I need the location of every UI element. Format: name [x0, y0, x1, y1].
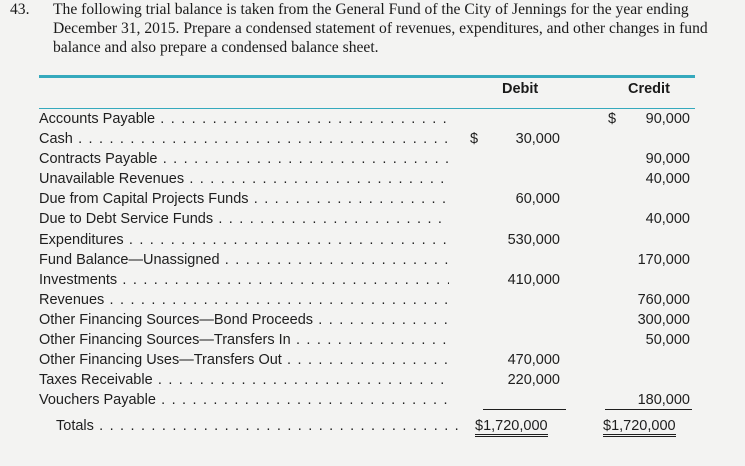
- debit-dollar-sign: $: [470, 131, 479, 148]
- table-row: [0, 149, 745, 169]
- credit-sum-line: [605, 409, 692, 410]
- account-label: Taxes Receivable . . .: [39, 370, 449, 390]
- account-label: Unavailable Revenues . . .: [39, 169, 449, 189]
- table-row: [0, 310, 745, 330]
- credit-cell: [600, 209, 690, 229]
- credit-amount: 180,000: [637, 392, 690, 409]
- debit-cell: [470, 270, 560, 290]
- table-row: [0, 109, 745, 129]
- debit-cell: [470, 330, 560, 350]
- credit-cell: [600, 129, 690, 149]
- credit-cell: [600, 330, 690, 350]
- credit-cell: [600, 169, 690, 189]
- problem-number: 43.: [10, 1, 30, 18]
- debit-cell: [470, 390, 560, 410]
- table-row: [0, 169, 745, 189]
- problem-text: The following trial balance is taken from the General Fund of the City of Jennings for the year ending December 31, 2015. Prepare a condensed statement of revenues, expenditures, and other changes in fund balance and also prepare a condensed balance sheet.: [53, 1, 708, 56]
- debit-amount: 410,000: [507, 271, 560, 288]
- table-row: [0, 189, 745, 209]
- account-label: Revenues . . .: [39, 290, 449, 310]
- table-row: [0, 350, 745, 370]
- credit-amount: 40,000: [645, 171, 690, 188]
- debit-cell: [470, 310, 560, 330]
- debit-cell: [470, 350, 560, 370]
- table-row: [0, 390, 745, 410]
- credit-cell: [600, 230, 690, 250]
- table-row: [0, 230, 745, 250]
- debit-cell: [470, 169, 560, 189]
- account-label: Accounts Payable . . .: [39, 109, 449, 129]
- debit-sum-line: [483, 409, 566, 410]
- credit-cell: [600, 390, 690, 410]
- credit-cell: [600, 290, 690, 310]
- account-label: Cash . . .: [39, 129, 449, 149]
- table-row: [0, 129, 745, 149]
- debit-cell: [470, 189, 560, 209]
- trial-balance-table: [0, 109, 745, 437]
- credit-dollar-sign: $: [608, 111, 617, 127]
- debit-cell: [470, 290, 560, 310]
- debit-amount: 470,000: [507, 352, 560, 369]
- debit-total-cell: [475, 416, 548, 436]
- table-row: [0, 209, 745, 229]
- credit-cell: [600, 250, 690, 270]
- credit-amount: 90,000: [645, 151, 690, 168]
- totals-label: Totals . . .: [56, 416, 466, 436]
- table-row: [0, 370, 745, 390]
- credit-cell: [600, 310, 690, 330]
- credit-amount: 40,000: [645, 211, 690, 228]
- debit-cell: [470, 209, 560, 229]
- credit-total: $1,720,000: [603, 418, 676, 437]
- table-row: [0, 250, 745, 270]
- account-label: Other Financing Uses—Transfers Out . . .: [39, 350, 449, 370]
- table-top-rule: [39, 75, 695, 78]
- debit-amount: 530,000: [507, 231, 560, 248]
- account-label: Investments . . .: [39, 270, 449, 290]
- credit-amount: 300,000: [637, 311, 690, 328]
- debit-cell: [470, 370, 560, 390]
- credit-cell: [600, 149, 690, 169]
- credit-amount: 50,000: [645, 332, 690, 349]
- credit-cell: [600, 350, 690, 370]
- debit-amount: 220,000: [507, 372, 560, 389]
- credit-amount: 760,000: [637, 291, 690, 308]
- table-row: [0, 290, 745, 310]
- totals-row: [0, 416, 745, 436]
- table-row: [0, 330, 745, 350]
- credit-amount: 170,000: [637, 251, 690, 268]
- account-label: Expenditures . . .: [39, 230, 449, 250]
- account-label: Other Financing Sources—Transfers In . . .: [39, 330, 449, 350]
- account-label: Fund Balance—Unassigned . . .: [39, 250, 449, 270]
- debit-amount: 30,000: [515, 131, 560, 148]
- debit-total: $1,720,000: [475, 418, 548, 437]
- debit-cell: [470, 149, 560, 169]
- account-label: Due from Capital Projects Funds . . .: [39, 189, 449, 209]
- credit-total-cell: [603, 416, 676, 436]
- credit-cell: [600, 109, 690, 129]
- credit-amount: 90,000: [645, 111, 690, 127]
- debit-amount: 60,000: [515, 191, 560, 208]
- account-label: Other Financing Sources—Bond Proceeds . . .: [39, 310, 449, 330]
- debit-header: Debit: [502, 81, 539, 97]
- debit-cell: [470, 230, 560, 250]
- credit-cell: [600, 270, 690, 290]
- account-label: Vouchers Payable . . .: [39, 390, 449, 410]
- debit-cell: [470, 129, 560, 149]
- credit-cell: [600, 189, 690, 209]
- account-label: Contracts Payable . . .: [39, 149, 449, 169]
- table-row: [0, 270, 745, 290]
- credit-header: Credit: [628, 81, 670, 97]
- account-label: Due to Debt Service Funds . . .: [39, 209, 449, 229]
- debit-cell: [470, 109, 560, 129]
- credit-cell: [600, 370, 690, 390]
- debit-cell: [470, 250, 560, 270]
